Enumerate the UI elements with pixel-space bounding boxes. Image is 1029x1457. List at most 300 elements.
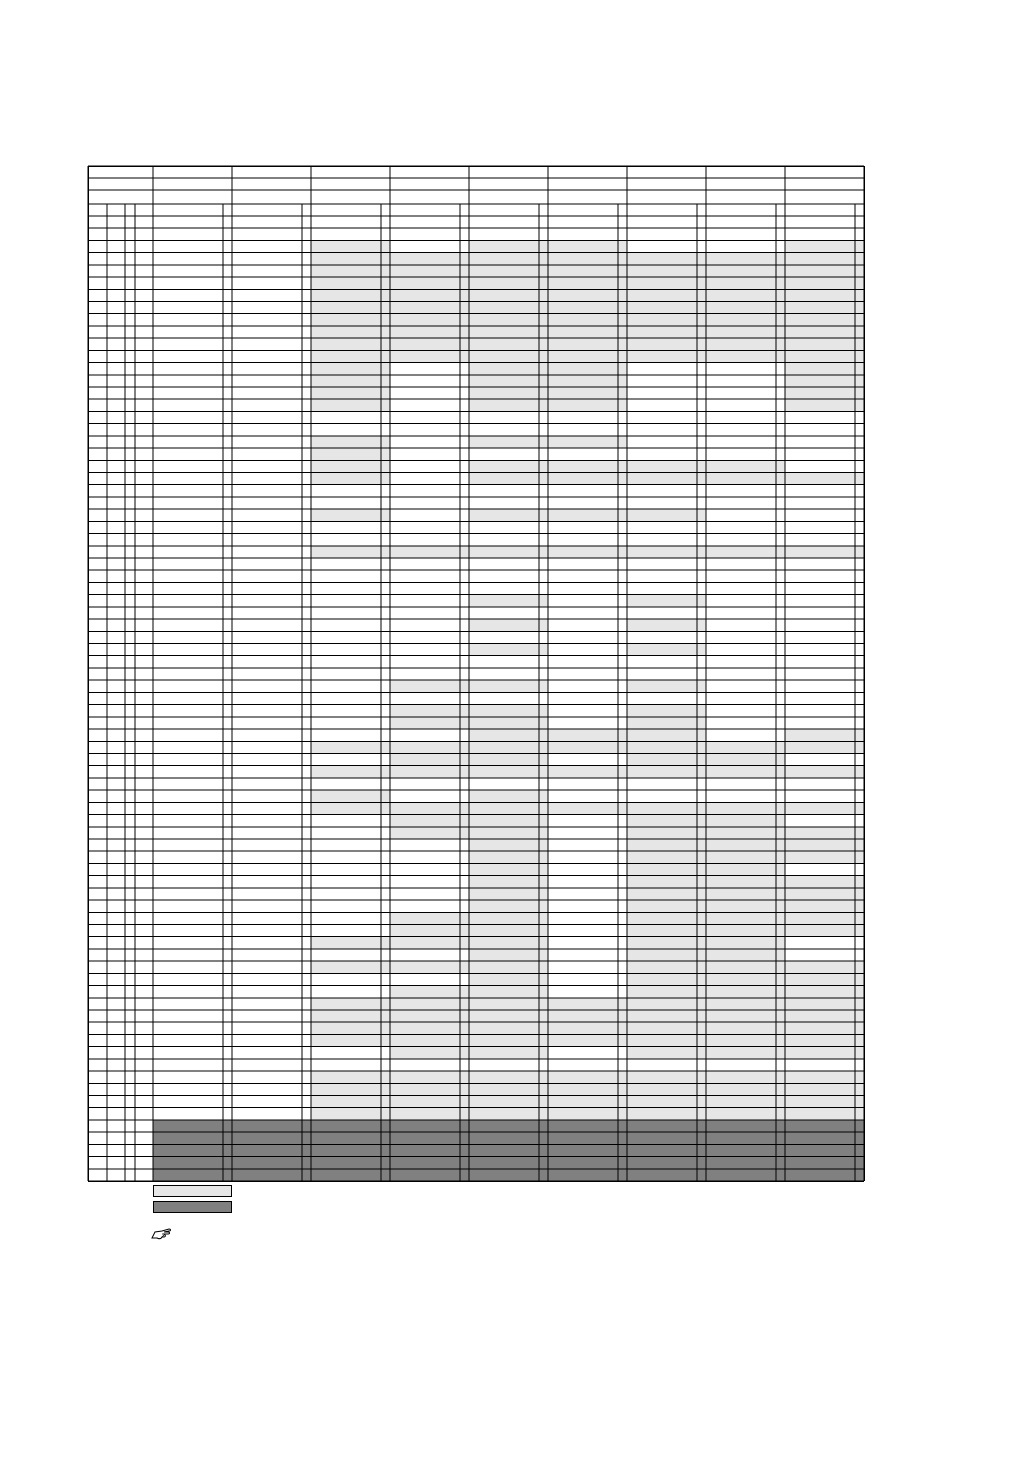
shaded-cell — [311, 350, 390, 362]
shaded-cell — [311, 1010, 390, 1022]
shaded-cell — [469, 961, 548, 973]
shaded-cell — [311, 1144, 390, 1156]
shaded-cell — [785, 289, 864, 301]
shaded-cell — [390, 1034, 469, 1046]
shaded-cell — [469, 1047, 548, 1059]
shaded-cell — [706, 815, 785, 827]
shaded-cell — [627, 644, 706, 656]
shaded-cell — [390, 753, 469, 765]
shaded-cell — [390, 1169, 469, 1181]
shaded-cell — [311, 998, 390, 1010]
shaded-cell — [469, 717, 548, 729]
legend-swatch-dark — [153, 1201, 232, 1213]
shaded-cell — [706, 802, 785, 814]
shaded-cell — [469, 949, 548, 961]
shaded-cell — [627, 973, 706, 985]
shaded-cell — [390, 277, 469, 289]
shaded-cell — [706, 973, 785, 985]
shaded-cell — [627, 314, 706, 326]
shaded-cell — [548, 998, 627, 1010]
shaded-cell — [785, 1022, 864, 1034]
shaded-cell — [706, 827, 785, 839]
shaded-cell — [627, 253, 706, 265]
shaded-cell — [627, 326, 706, 338]
shaded-cell — [548, 741, 627, 753]
shaded-cell — [785, 265, 864, 277]
shaded-cell — [548, 1071, 627, 1083]
shaded-cell — [785, 326, 864, 338]
shaded-cell — [469, 460, 548, 472]
shaded-cell — [390, 717, 469, 729]
shaded-cell — [548, 1108, 627, 1120]
shaded-cell — [706, 277, 785, 289]
shaded-cell — [390, 1144, 469, 1156]
shaded-cell — [785, 839, 864, 851]
shaded-cell — [785, 314, 864, 326]
shaded-cell — [627, 265, 706, 277]
shaded-cell — [469, 509, 548, 521]
shaded-cell — [469, 314, 548, 326]
dark-row-lead — [153, 1144, 232, 1156]
shaded-cell — [311, 375, 390, 387]
shaded-cell — [469, 350, 548, 362]
shaded-cell — [785, 1083, 864, 1095]
shaded-cell — [311, 1120, 390, 1132]
shaded-cell — [785, 350, 864, 362]
shaded-cell — [785, 1071, 864, 1083]
shaded-cell — [311, 448, 390, 460]
shaded-cell — [706, 314, 785, 326]
shaded-cell — [785, 876, 864, 888]
shaded-cell — [311, 265, 390, 277]
shaded-cell — [390, 912, 469, 924]
shaded-cell — [706, 289, 785, 301]
shaded-cell — [785, 240, 864, 252]
shaded-cell — [785, 986, 864, 998]
shaded-cell — [627, 863, 706, 875]
shaded-cell — [706, 1144, 785, 1156]
shaded-cell — [548, 1095, 627, 1107]
shaded-cell — [627, 729, 706, 741]
shaded-cell — [311, 314, 390, 326]
shaded-cell — [469, 705, 548, 717]
shaded-cell — [706, 546, 785, 558]
shaded-cell — [469, 644, 548, 656]
shaded-cell — [469, 240, 548, 252]
shaded-cell — [785, 1010, 864, 1022]
shaded-cell — [548, 326, 627, 338]
shaded-cell — [548, 802, 627, 814]
shaded-cell — [706, 1095, 785, 1107]
shaded-cell — [469, 741, 548, 753]
shaded-cell — [785, 1095, 864, 1107]
shaded-cell — [627, 619, 706, 631]
shaded-cell — [627, 998, 706, 1010]
shaded-cell — [390, 680, 469, 692]
shaded-cell — [785, 399, 864, 411]
shaded-cell — [390, 705, 469, 717]
shaded-cell — [469, 436, 548, 448]
shaded-cell — [627, 961, 706, 973]
shaded-cell — [548, 1120, 627, 1132]
shaded-cell — [785, 1108, 864, 1120]
shaded-cell — [627, 912, 706, 924]
shaded-cell — [469, 338, 548, 350]
shaded-cell — [469, 888, 548, 900]
shaded-cell — [469, 924, 548, 936]
shaded-cell — [627, 1169, 706, 1181]
shaded-cell — [469, 253, 548, 265]
shaded-cell — [627, 460, 706, 472]
shaded-cell — [627, 1022, 706, 1034]
shaded-cell — [627, 937, 706, 949]
shaded-cell — [706, 839, 785, 851]
shaded-cell — [548, 1132, 627, 1144]
shaded-cell — [548, 363, 627, 375]
shaded-cell — [548, 302, 627, 314]
shaded-cell — [232, 1157, 311, 1169]
shaded-cell — [785, 277, 864, 289]
shaded-cell — [548, 1157, 627, 1169]
shaded-cell — [469, 1144, 548, 1156]
shaded-cell — [311, 253, 390, 265]
shaded-cell — [627, 753, 706, 765]
shaded-cell — [706, 924, 785, 936]
shaded-cell — [311, 509, 390, 521]
shaded-cell — [469, 998, 548, 1010]
shaded-cell — [469, 277, 548, 289]
shaded-cell — [548, 509, 627, 521]
shaded-cell — [390, 265, 469, 277]
shaded-cell — [785, 827, 864, 839]
shaded-cell — [548, 253, 627, 265]
shaded-cell — [706, 1083, 785, 1095]
shaded-cell — [469, 595, 548, 607]
shaded-cell — [627, 277, 706, 289]
shaded-cell — [785, 473, 864, 485]
shaded-cell — [548, 399, 627, 411]
shaded-cell — [548, 314, 627, 326]
shaded-cell — [706, 1022, 785, 1034]
shaded-cell — [469, 912, 548, 924]
shaded-cell — [311, 289, 390, 301]
shaded-cell — [785, 302, 864, 314]
shaded-cell — [311, 1095, 390, 1107]
shaded-cell — [311, 1157, 390, 1169]
shaded-cell — [311, 1108, 390, 1120]
shaded-cell — [469, 827, 548, 839]
shaded-cell — [469, 1022, 548, 1034]
shaded-cell — [548, 375, 627, 387]
shaded-cell — [627, 924, 706, 936]
shaded-cell — [785, 1047, 864, 1059]
shaded-cell — [311, 1132, 390, 1144]
shaded-cell — [627, 1144, 706, 1156]
shaded-cell — [311, 387, 390, 399]
shaded-cell — [311, 240, 390, 252]
shaded-cell — [706, 851, 785, 863]
shaded-cell — [311, 363, 390, 375]
shaded-cell — [785, 1157, 864, 1169]
shaded-cell — [706, 766, 785, 778]
shaded-cell — [469, 815, 548, 827]
shaded-cell — [627, 900, 706, 912]
shaded-cell — [785, 888, 864, 900]
shaded-cell — [311, 802, 390, 814]
shaded-cell — [469, 1132, 548, 1144]
shaded-cell — [232, 1132, 311, 1144]
shaded-cell — [469, 1083, 548, 1095]
shaded-cell — [627, 802, 706, 814]
shaded-cell — [627, 595, 706, 607]
shaded-cell — [390, 802, 469, 814]
shaded-cell — [627, 680, 706, 692]
shaded-cell — [469, 546, 548, 558]
shaded-cell — [785, 961, 864, 973]
shaded-cell — [390, 338, 469, 350]
shaded-cell — [548, 1083, 627, 1095]
shaded-cell — [627, 705, 706, 717]
shaded-cell — [390, 827, 469, 839]
dark-row-lead — [153, 1157, 232, 1169]
shaded-cell — [627, 1132, 706, 1144]
shaded-cell — [706, 888, 785, 900]
shaded-cell — [706, 1010, 785, 1022]
shaded-cell — [785, 924, 864, 936]
shaded-cell — [311, 473, 390, 485]
shaded-cell — [390, 302, 469, 314]
shaded-cell — [469, 1108, 548, 1120]
shaded-cell — [785, 766, 864, 778]
shaded-cell — [311, 1071, 390, 1083]
legend-swatch-light — [153, 1185, 232, 1197]
shaded-cell — [548, 436, 627, 448]
shaded-cell — [706, 986, 785, 998]
cell-fills — [153, 240, 864, 1181]
shaded-cell — [785, 802, 864, 814]
shaded-cell — [311, 766, 390, 778]
shaded-cell — [627, 509, 706, 521]
shaded-cell — [548, 1010, 627, 1022]
shaded-cell — [706, 1157, 785, 1169]
shaded-cell — [706, 350, 785, 362]
shaded-cell — [469, 900, 548, 912]
shaded-cell — [469, 729, 548, 741]
shaded-cell — [548, 1022, 627, 1034]
shaded-cell — [469, 851, 548, 863]
shaded-cell — [548, 546, 627, 558]
shaded-cell — [785, 546, 864, 558]
shaded-cell — [627, 1120, 706, 1132]
shaded-cell — [390, 1047, 469, 1059]
shaded-cell — [627, 546, 706, 558]
shaded-cell — [627, 473, 706, 485]
shaded-cell — [706, 1132, 785, 1144]
shaded-cell — [785, 973, 864, 985]
shaded-cell — [311, 460, 390, 472]
shaded-cell — [390, 253, 469, 265]
shaded-cell — [548, 473, 627, 485]
shaded-cell — [311, 1169, 390, 1181]
shaded-cell — [469, 265, 548, 277]
shaded-cell — [390, 1022, 469, 1034]
shaded-cell — [785, 900, 864, 912]
shaded-cell — [706, 937, 785, 949]
shaded-cell — [469, 790, 548, 802]
shaded-cell — [469, 289, 548, 301]
shaded-cell — [469, 680, 548, 692]
shaded-cell — [706, 1120, 785, 1132]
shaded-cell — [548, 1169, 627, 1181]
shaded-cell — [706, 900, 785, 912]
shaded-cell — [785, 1132, 864, 1144]
shaded-cell — [627, 888, 706, 900]
shaded-cell — [390, 986, 469, 998]
shaded-cell — [311, 436, 390, 448]
dark-row-lead — [153, 1169, 232, 1181]
shaded-cell — [627, 851, 706, 863]
shaded-cell — [706, 338, 785, 350]
shaded-cell — [469, 863, 548, 875]
shaded-cell — [469, 937, 548, 949]
shaded-cell — [548, 277, 627, 289]
shaded-cell — [390, 546, 469, 558]
shaded-cell — [548, 289, 627, 301]
shaded-cell — [232, 1120, 311, 1132]
shaded-cell — [627, 1034, 706, 1046]
shaded-cell — [706, 998, 785, 1010]
shaded-cell — [706, 1108, 785, 1120]
shaded-cell — [627, 766, 706, 778]
shaded-cell — [548, 766, 627, 778]
shaded-cell — [785, 375, 864, 387]
shaded-cell — [785, 1144, 864, 1156]
shaded-cell — [469, 973, 548, 985]
shaded-cell — [627, 1010, 706, 1022]
shaded-cell — [390, 1132, 469, 1144]
shaded-cell — [706, 912, 785, 924]
shaded-cell — [785, 729, 864, 741]
shaded-cell — [548, 1144, 627, 1156]
shaded-cell — [785, 363, 864, 375]
shaded-cell — [627, 350, 706, 362]
shaded-cell — [390, 314, 469, 326]
shaded-cell — [706, 863, 785, 875]
shaded-cell — [785, 1169, 864, 1181]
shaded-cell — [706, 1169, 785, 1181]
shaded-cell — [706, 876, 785, 888]
shaded-cell — [785, 253, 864, 265]
shaded-cell — [627, 1157, 706, 1169]
shaded-cell — [390, 998, 469, 1010]
shaded-cell — [785, 1034, 864, 1046]
shaded-cell — [627, 986, 706, 998]
shaded-cell — [469, 1169, 548, 1181]
shaded-cell — [311, 277, 390, 289]
shaded-cell — [311, 338, 390, 350]
shaded-cell — [469, 876, 548, 888]
shaded-cell — [706, 253, 785, 265]
shaded-cell — [548, 338, 627, 350]
shaded-cell — [785, 912, 864, 924]
shaded-cell — [390, 741, 469, 753]
shaded-cell — [627, 1071, 706, 1083]
shaded-cell — [706, 473, 785, 485]
shaded-cell — [627, 1083, 706, 1095]
shaded-cell — [785, 741, 864, 753]
shaded-cell — [548, 265, 627, 277]
shaded-cell — [706, 1034, 785, 1046]
shaded-cell — [469, 326, 548, 338]
shaded-cell — [469, 1071, 548, 1083]
shaded-cell — [627, 839, 706, 851]
shaded-cell — [390, 937, 469, 949]
shaded-cell — [469, 766, 548, 778]
shaded-cell — [548, 729, 627, 741]
pointing-hand-icon — [150, 1226, 174, 1242]
shaded-cell — [706, 1071, 785, 1083]
shaded-cell — [390, 1108, 469, 1120]
dark-row-lead — [153, 1120, 232, 1132]
shaded-cell — [627, 1047, 706, 1059]
dark-row-lead — [153, 1132, 232, 1144]
shaded-cell — [311, 790, 390, 802]
shaded-cell — [706, 741, 785, 753]
shaded-cell — [311, 1022, 390, 1034]
shaded-cell — [311, 961, 390, 973]
shaded-cell — [469, 387, 548, 399]
shaded-cell — [627, 949, 706, 961]
shaded-cell — [785, 338, 864, 350]
shaded-cell — [627, 876, 706, 888]
shaded-cell — [469, 399, 548, 411]
shaded-cell — [469, 619, 548, 631]
shaded-cell — [627, 1095, 706, 1107]
shaded-cell — [390, 815, 469, 827]
shaded-cell — [469, 1034, 548, 1046]
shaded-cell — [311, 546, 390, 558]
shaded-cell — [627, 289, 706, 301]
shaded-cell — [706, 265, 785, 277]
shaded-cell — [627, 302, 706, 314]
shaded-cell — [469, 986, 548, 998]
shaded-cell — [390, 924, 469, 936]
shaded-cell — [232, 1144, 311, 1156]
shaded-cell — [627, 717, 706, 729]
shaded-cell — [469, 375, 548, 387]
shaded-cell — [390, 1120, 469, 1132]
shaded-cell — [311, 399, 390, 411]
shaded-cell — [469, 473, 548, 485]
shaded-cell — [548, 1034, 627, 1046]
shaded-cell — [706, 460, 785, 472]
shaded-cell — [548, 240, 627, 252]
shaded-cell — [706, 302, 785, 314]
shaded-cell — [390, 961, 469, 973]
shaded-cell — [785, 387, 864, 399]
shaded-cell — [469, 1095, 548, 1107]
shaded-cell — [232, 1169, 311, 1181]
shaded-cell — [469, 1120, 548, 1132]
shaded-cell — [548, 460, 627, 472]
shaded-cell — [627, 1108, 706, 1120]
shaded-cell — [469, 802, 548, 814]
shaded-cell — [785, 1120, 864, 1132]
shaded-cell — [390, 289, 469, 301]
shaded-cell — [390, 1071, 469, 1083]
shaded-cell — [469, 363, 548, 375]
shaded-cell — [311, 326, 390, 338]
